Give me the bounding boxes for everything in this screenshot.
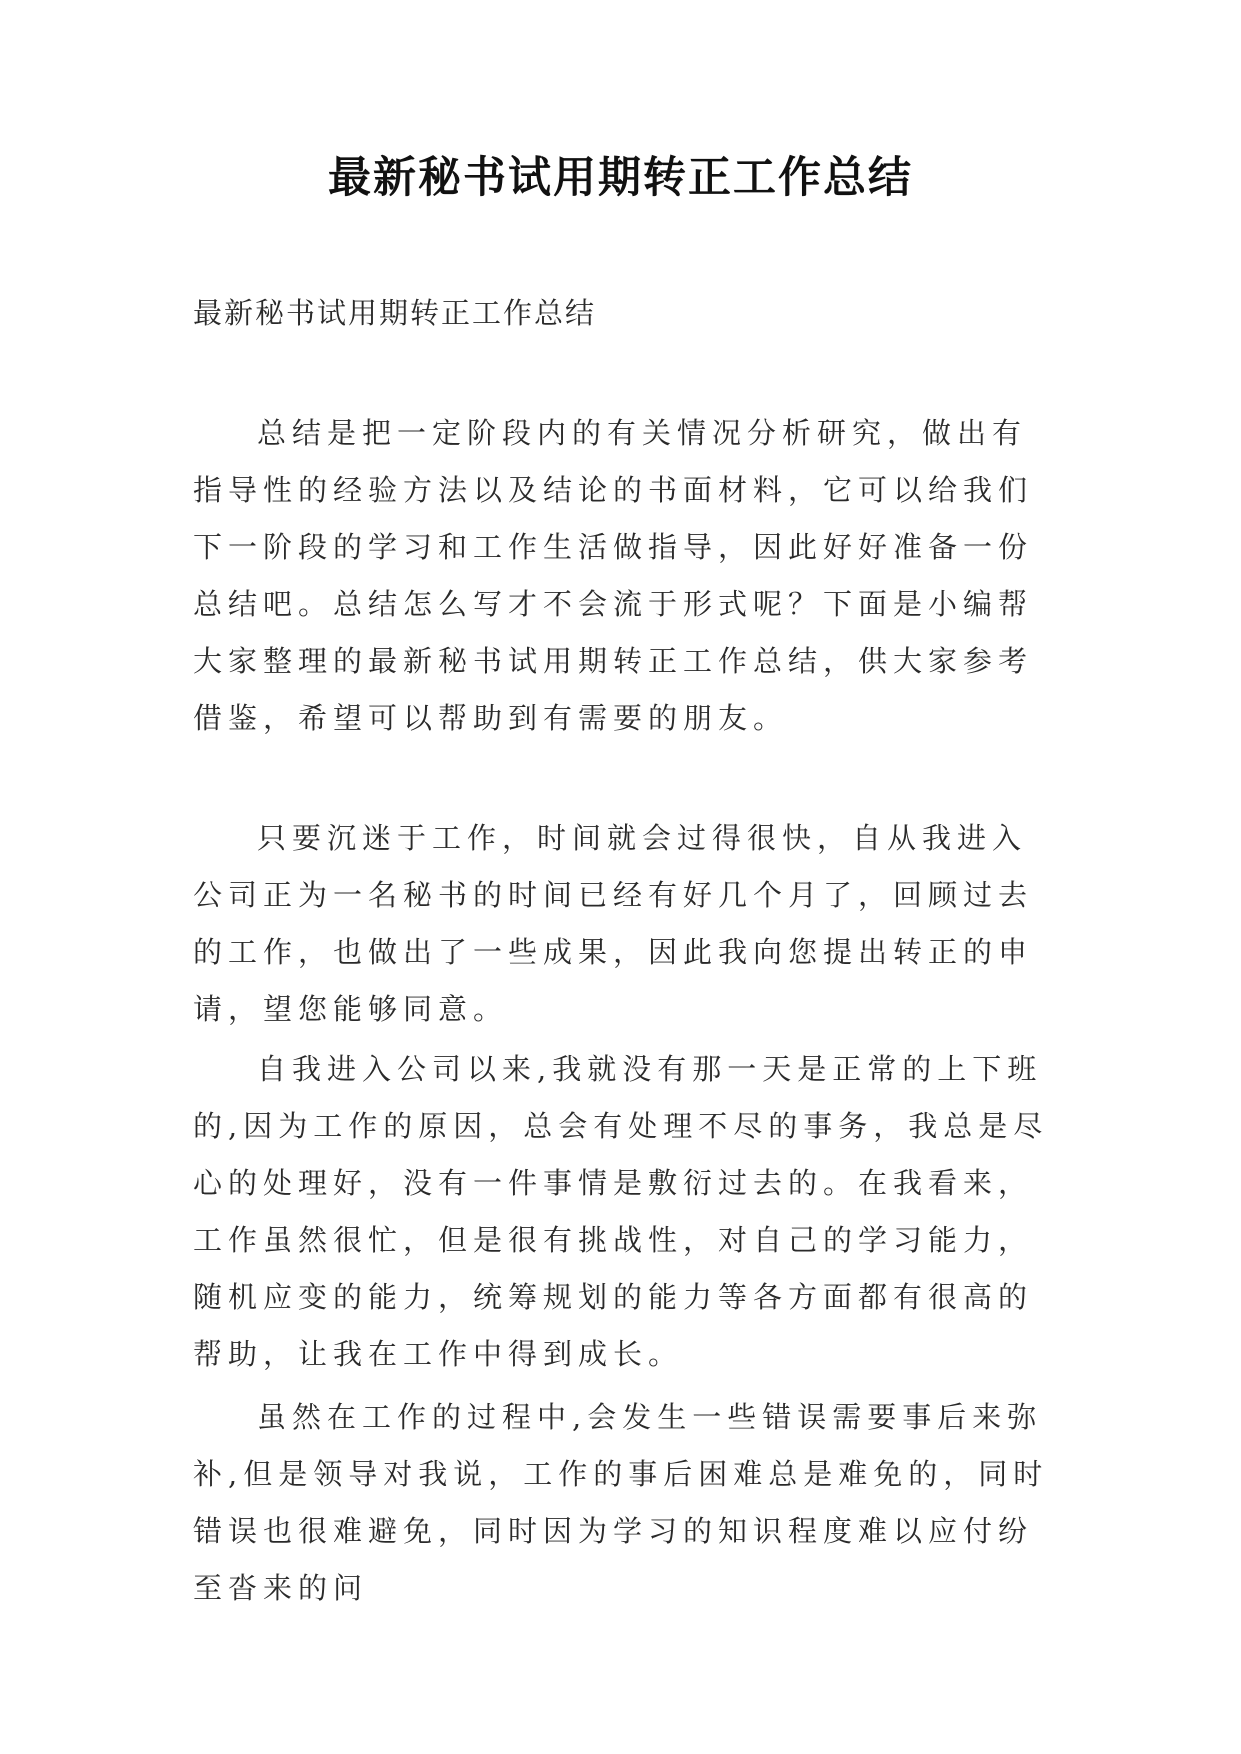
document-title: 最新秘书试用期转正工作总结 <box>328 153 913 203</box>
paragraph-mistakes: 虽然在工作的过程中,会发生一些错误需要事后来弥补,但是领导对我说，工作的事后困难总是难免的，同时错误也很难避免，同时因为学习的知识程度难以应付纷至沓来的问 <box>193 1400 1049 1605</box>
paragraph-experience: 自我进入公司以来,我就没有那一天是正常的上下班的,因为工作的原因，总会有处理不尽的事务，我总是尽心的处理好，没有一件事情是敷衍过去的。在我看来，工作虽然很忙，但是很有挑战性，对自己的学习能力，随机应变的能力，统筹规划的能力等各方面都有很高的帮助，让我在工作中得到成长。 <box>193 1052 1049 1371</box>
paragraph-intro: 总结是把一定阶段内的有关情况分析研究，做出有指导性的经验方法以及结论的书面材料，它可以给我们下一阶段的学习和工作生活做指导，因此好好准备一份总结吧。总结怎么写才不会流于形式呢？下面是小编帮大家整理的最新秘书试用期转正工作总结，供大家参考借鉴，希望可以帮助到有需要的朋友。 <box>193 416 1034 735</box>
paragraph-application: 只要沉迷于工作，时间就会过得很快，自从我进入公司正为一名秘书的时间已经有好几个月了，回顾过去的工作，也做出了一些成果，因此我向您提出转正的申请，望您能够同意。 <box>193 821 1034 1026</box>
document-subtitle: 最新秘书试用期转正工作总结 <box>193 296 597 330</box>
